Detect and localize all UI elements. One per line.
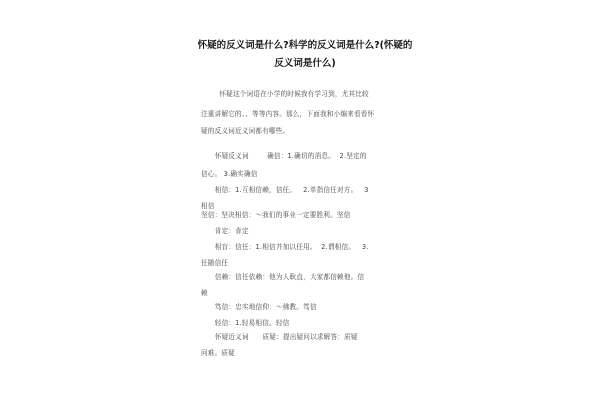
body-line-8: 任随信任 [201, 259, 229, 267]
body-line-11: 笃信：忠实地信仰：～佛教。笃信 [201, 303, 317, 311]
intro-line-1: 怀疑这个词语在小学的时候我有学习到，尤其比较 [201, 90, 369, 98]
body-line-1: 怀疑反义词 确信：1.确切的消息。 2.坚定的 [201, 152, 367, 160]
body-line-4: 相信 [201, 202, 215, 210]
article-title-line-1: 怀疑的反义词是什么?科学的反义词是什么?(怀疑的 [197, 40, 413, 51]
body-line-12: 轻信：1.轻易相信。轻信 [201, 319, 290, 327]
body-line-9: 信赖：信任依赖：他为人耿直，大家都信赖他。信 [201, 273, 365, 281]
body-line-5: 坚信：坚决相信：～我们的事业一定要胜利。坚信 [201, 211, 351, 219]
body-line-14: 问难。质疑 [201, 349, 235, 357]
intro-line-3: 疑的反义词近义词都有哪些。 [201, 127, 290, 135]
article-title-line-2: 反义词是什么) [274, 58, 336, 69]
body-line-13: 怀疑近义词 质疑：提出疑问以求解答：质疑 [201, 333, 358, 341]
article-title [190, 37, 420, 73]
intro-line-2: 注重讲解它的、、等等内容。那么，下面我和小编来看看怀 [201, 110, 375, 118]
body-line-2: 信心。 3.确实确信 [201, 170, 258, 178]
body-line-3: 相信：1.互相信赖，信任。 2.单指信任对方。 3 [201, 186, 369, 194]
body-line-6: 肯定：肯定 [201, 227, 249, 235]
body-line-7: 相盲：信任：1.相信并加以任用。 2.谓相信。 3. [201, 243, 369, 251]
body-line-10: 赖 [201, 289, 208, 297]
